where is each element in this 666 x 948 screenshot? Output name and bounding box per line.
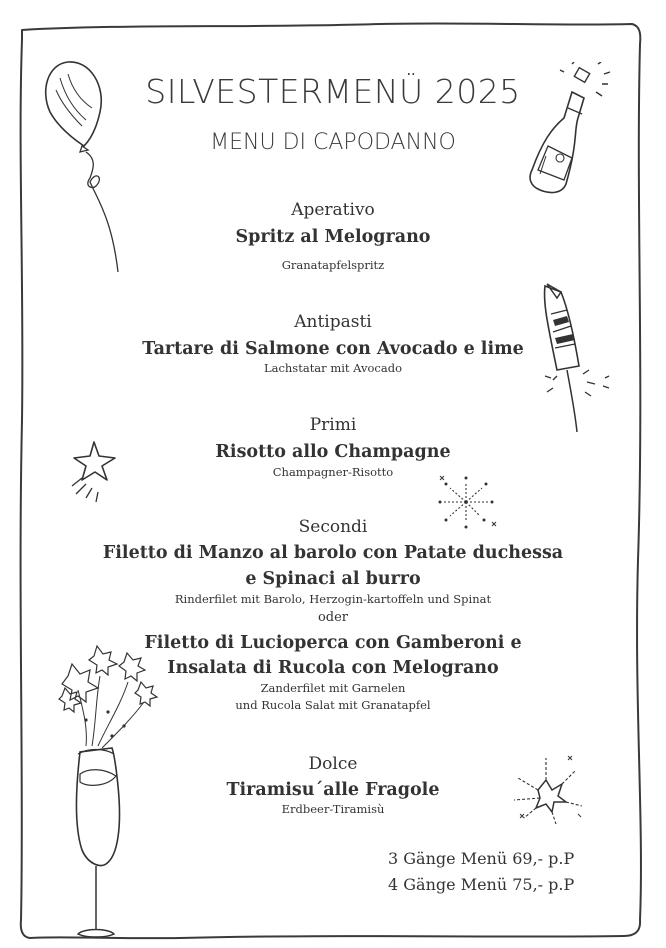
course-secondi-dish1-line1: Filetto di Manzo al barolo con Patate duchessa — [102, 543, 564, 563]
course-aperitivo-dish: Spritz al Melograno — [235, 227, 431, 247]
course-secondi-dish2-description-line2: und Rucola Salat mit Granatapfel — [235, 698, 431, 712]
course-dolce-dish: Tiramisu´alle Fragole — [226, 780, 440, 800]
course-secondi-dish1-line2: e Spinaci al burro — [245, 569, 421, 589]
course-aperitivo-description: Granatapfelspritz — [281, 258, 385, 272]
course-secondi-dish2-description-line1: Zanderfilet mit Garnelen — [260, 681, 406, 695]
course-antipasti-heading: Antipasti — [294, 312, 372, 332]
menu-title: SILVESTERMENÜ 2025 — [145, 72, 521, 111]
price-three-courses: 3 Gänge Menü 69,- p.P — [388, 849, 575, 868]
course-secondi-heading: Secondi — [298, 517, 368, 537]
course-secondi-or: oder — [317, 610, 349, 625]
course-primi-heading: Primi — [309, 415, 357, 435]
menu-subtitle: MENU DI CAPODANNO — [210, 130, 456, 155]
course-secondi-dish1-description: Rinderfilet mit Barolo, Herzogin-kartoffeln und Spinat — [174, 592, 492, 606]
course-antipasti-description: Lachstatar mit Avocado — [263, 361, 403, 375]
course-secondi-dish2-line2: Insalata di Rucola con Melograno — [167, 658, 499, 678]
course-dolce-heading: Dolce — [308, 754, 358, 774]
course-dolce-description: Erdbeer-Tiramisù — [281, 802, 385, 816]
course-primi-description: Champagner-Risotto — [272, 465, 394, 479]
course-primi-dish: Risotto allo Champagne — [215, 442, 451, 462]
price-four-courses: 4 Gänge Menü 75,- p.P — [388, 875, 575, 894]
course-secondi-dish2-line1: Filetto di Lucioperca con Gamberoni e — [144, 633, 522, 653]
course-aperitivo-heading: Aperativo — [291, 200, 375, 220]
course-antipasti-dish: Tartare di Salmone con Avocado e lime — [142, 339, 524, 359]
